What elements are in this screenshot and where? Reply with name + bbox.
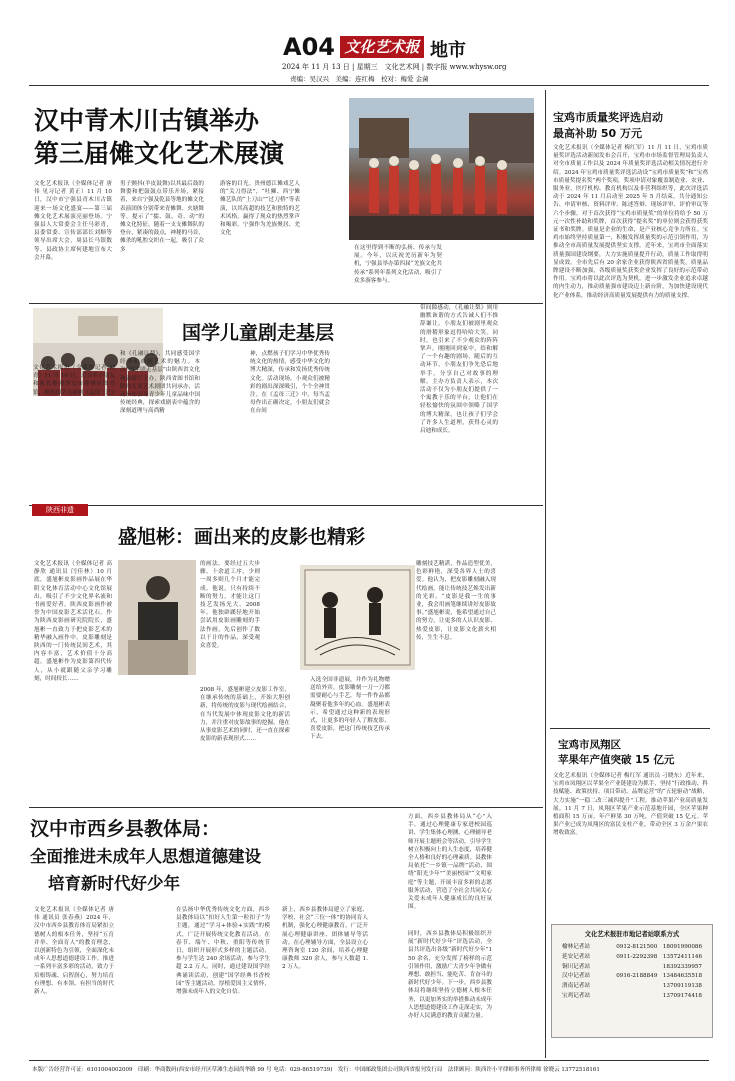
nuo-col2: 男子颤抖(羊皮鼓舞)以其最后鼓的舞姿和把鼓鼓点带乐开场，紧接着，来自宁强及乾县等地的傩文化表演团体分别带来青傩舞、火塘舞等，提示了“擂、鼓、奇、动”的傩文化特征。随着一支支傩舞队的登台，紧凑的鼓点，神秘的马首，傩杀的吼腔交织在一起，吸引了众多	[120, 181, 204, 253]
nuo-col3: 游客的目光。贵州德江傩戏艺人的“关刀得法”，“吐狮、西宁傩傩艺队的“上刀山”“过刀桥”等表演，以其高超的技艺和独特的艺术风格，赢得了现众的热烈掌声和喝彩。宁强作为羌族聚居、羌文化	[220, 181, 300, 237]
contact-list	[562, 943, 702, 1002]
fengxiang-title-line1: 宝鸡市凤翔区	[558, 739, 621, 751]
contact-box	[551, 924, 713, 1038]
nuo-body	[34, 180, 544, 300]
contact-station-name: 延安记者站	[562, 953, 590, 960]
nuo-title-line2: 第三届傩文化艺术展演	[34, 139, 285, 168]
masthead-divider	[29, 85, 709, 86]
xixiang-col2: 在弘扬中华优秀传统文化方面，西乡县教体局以“扣好人生第一粒扣子”为主题，通过“学习+体验+实践”的模式，广泛开展传统文化教育活动。在春节、端午、中秋、重阳等传统节日，组织开展形式多样的主题活动，参与学生达 240 余场活动，参与学生超 2.2 万人。同时，通过建设国学经典诵读活动，创建“国学经典书香校园”等主题活动，厚植爱国主义情怀，增强未成年人的文化自信。	[176, 907, 270, 996]
editors-line: 责编：吴汉兴 美编：连红梅 校对：梅爱 金菌	[290, 75, 429, 83]
nuo-title-line1: 汉中青木川古镇举办	[34, 106, 260, 135]
artist-figure	[118, 560, 196, 675]
contact-row	[562, 943, 702, 953]
xixiang-title-line2: 全面推进未成年人思想道德建设	[30, 847, 261, 866]
dateline: 2024 年 11 月 13 日 | 星期三 文化艺术网 | 数字报 www.whysw.org	[282, 63, 507, 71]
shengxubin-col4: 入选全国非遗展，并作为礼物赠送给外宾。皮影雕刻一刀一刀都需要耐心与手艺，每一件作品都凝聚着他多年的心血。盛旭彬表示，希望通过这种新的表现形式，让更多的年轻人了解皮影、喜爱皮影，把这门传统技艺传承下去。	[310, 677, 390, 741]
xixiang-title-line1: 汉中市西乡县教体局：	[30, 818, 221, 840]
shengxubin-col1: 文化艺术报讯（全媒体记者 高静欣 通讯员 闫佳林）10 月底，盛旭彬皮影画作品展在华阴文化体育活动中心文化馆展出，吸引了不少文化界名流和书画爱好者。陕西皮影画作被誉为中国皮影艺术活化石。作为陕西皮影画研究院院长，盛旭彬一直致力于把皮影艺术的精华融入画作中。皮影雕刻是陕西的一门传统民间艺术，其内容丰富，艺术价值十分高超。盛旭彬作为皮影第四代传人，从小就跟随父亲学习雕刻，时间较长……	[34, 561, 112, 682]
baoji-quality-title-line2: 最高补助 50 万元	[553, 127, 642, 140]
guoxue-col1: 文化艺术报讯（全媒体记者 刘青）11 月 10 日，近百名小朋友和家长参观西安市群林区图书馆，观看国学儿童剧《孟母三迁》	[33, 365, 117, 396]
xixiang-col5: 同时，西乡县教体局积极组织开展“新时代好少年”评选活动，全县共评选出各级“新时代好少年”150 余名，充分发挥了榜样的示范引领作用，激励广大青少年争做有理想、敢担当、能吃苦、肯奋斗的新时代好少年。下一步，西乡县教体局将继续坚持立德树人根本任务，以更加务实的举措推动未成年人思想道德建设工作走深走实，为办好人民满意的教育贡献力量。	[408, 931, 492, 1020]
footer-imprint: 本版广告经营许可证：6101004002009 印刷：华商数码(西安市经开区草滩生态园尚华路 99 号 电话：029-86519739) 发行：中国邮政集团公司陕西省报刊发行局 法律顾问：陕西许小平律师事务所律师 徐晓云 13772518161	[32, 1067, 600, 1073]
contact-station-name: 宝鸡记者站	[562, 992, 590, 999]
contact-row	[562, 982, 702, 992]
masthead	[0, 0, 735, 90]
shadow-puppet-photo	[118, 560, 196, 675]
baoji-quality-title-line1: 宝鸡市质量奖评选启动	[553, 111, 663, 124]
guoxue-col2: 和《孔融让梨》，共同感受国学经典和戏剧艺术的魅力。本次“国学剧走基层”由陕西省文化和旅游厅主办，陕西省图书馆和陕西儿童艺术剧团共同承办，活动旨在引导青少年儿童品味中国传统经典，探索戏剧表中蕴含的深刻道理与高尚精	[120, 351, 200, 415]
contact-station-name: 榆林记者站	[562, 944, 590, 950]
guoxue-title: 国学儿童剧走基层	[182, 322, 335, 344]
contact-phone: 13709119138	[662, 983, 702, 990]
xixiang-col1: 文化艺术报讯（全媒体记者 唐伟 通讯员 张春燕）2024 年，汉中市西乡县教育体育局紧扣立德树人的根本任务，坚持“五育并举、全面育人”的教育理念，以创新特色为引领，全面深化未成年人思想道德建设工作，推进一系列丰富多彩的活动，致力于培根铸魂、启智润心，努力培育有理想、有本领、有担当的时代新人。	[34, 907, 114, 996]
heritage-tag	[32, 504, 88, 516]
shengxubin-col3: 2008 年，盛旭彬建立皮影工作室，在继承传统的基础上，开始大胆创新，将传统的皮影与现代绘画结合，在当代发展中体现皮影文化的新活力，并注重对皮影故事的挖掘。他在从事皮影艺术的同时，还一直在探索皮影的新表现形式……	[200, 687, 290, 743]
guoxue-col3: 神，点燃孩子们学习中华优秀传统文化的热情，感受中华文化的博大精深，传承和发扬优秀传统文化。活动现场，小观众们被精彩的剧出深深吸引，个个全神贯注。在《孟母三迁》中，每当孟母作出正确决定，小朋友们就会在台间	[250, 351, 330, 415]
contact-phone: 0911-2292398 13572411146	[616, 953, 702, 960]
baoji-quality-title	[553, 110, 713, 142]
contact-phone: 18392339957	[662, 963, 702, 970]
xixiang-title-line3: 培育新时代好少年	[48, 874, 180, 893]
shengxubin-col2: 的画法。要经过五大步骤、十余道工序，少则一周多则几个月才能完成。他说，只有持续不断的努力，才能让这门技艺发扬光大。2008 年，他独辟蹊径地开始尝试用皮影画雕刻的手法作画，先后创作了数以千计的作品，深受观众喜爱。	[200, 561, 260, 650]
divider-3	[29, 807, 543, 808]
contact-station-name: 渭南记者站	[562, 983, 590, 990]
paper-name-logo: 文化艺术报	[340, 36, 424, 58]
section-name: 地市	[430, 40, 466, 61]
fengxiang-title-line2: 苹果年产值突破 15 亿元	[558, 754, 675, 766]
xixiang-title	[30, 816, 300, 897]
shengxubin-title: 盛旭彬：画出来的皮影也精彩	[118, 526, 366, 548]
baoji-quality-body: 文化艺术报讯（全媒体记者 梅红军）11 月 11 日，宝鸡市质量奖评选活动新闻发布会召开，宝鸡市市场监督管理局负责人对全市质量工作以及 2024 年质量奖评选活动相关情况进行介绍。2024 年宝鸡市质量奖评选活动设“宝鸡市质量奖”和“宝鸡市质量奖提名奖”两个奖项，奖项申请对象覆盖制造业、农业、服务业、医疗机构、教育机构以及非营利组织等，此次评选活动于 2024 年 11 月启动至 2025 年 5 月结束，共分通知公告、申请审核、资料评审、陈述答辩、现场评审、评价审议等六个步骤。对于首次获得“宝鸡市质量奖”的单位将给予 50 万元一次性补助和奖牌，首次获得“提名奖”的单位则会获得获奖证书和奖牌。质量是企业的生命，是产业核心竞争力所在。宝鸡市始终坚持质量第一，积极发挥质量奖的示范引领作用，为推动全市高质量发展提供坚实支撑。近年来，宝鸡市全面落实质量强国建设纲要，大力实施质量提升行动，质量工作取得明显成效。全市先后有 20 余家企业获得陕西省质量奖，质量品牌建设不断加强，各级质量奖获奖企业发挥了良好的示范带动作用。宝鸡市将以此次评选为契机，进一步激发企业追求卓越的内生动力，推动质量强市建设迈上新台阶，为加快建设现代化产业体系，推动经济高质量发展提供有力的质量支撑。	[553, 145, 708, 299]
shadow-puppet-artwork	[300, 565, 415, 670]
contact-row	[562, 992, 702, 1002]
nuo-title	[34, 104, 344, 170]
page-code: A04	[283, 33, 335, 61]
contact-station-name: 汉中记者站	[562, 973, 590, 980]
contact-box-title: 文化艺术报驻市地记者站联系方式	[584, 931, 680, 938]
fengxiang-title	[558, 738, 718, 768]
divider-right-1	[550, 728, 710, 729]
heritage-tag-label: 陕西非遗	[46, 506, 74, 514]
nuo-col1: 文化艺术报讯（全媒体记者 唐伟 见习记者 黄正）11 月 10 日，汉中市宁强县青木川古镇迎来一场文化盛宴——第三届傩文化艺术展演亮丽登场。宁强县人大常委会主任马彩青，县委常委、宣传部部长刘顺等领导出席大会，周县长马银数等、县政协主席何建地宣布大会开幕。	[34, 181, 112, 261]
divider-2	[29, 505, 543, 506]
nuo-col4: 在这里得到不断的弘扬、传承与发展。今年，以庆祝羌历新年为契机，宁强县举办第四届“羌族文化共传承”系列年系列文化活动，吸引了众多游客参与。	[354, 245, 442, 284]
xixiang-col4: 方面，西乡县教体局从“心”入手，通过心理健康专家进校园巡讲、学生集体心理测、心理辅导老师开展主题班会等活动，引导学生树立积极向上的人生态度，培养健全人格和良好的心理素质。县教体局依托“一乡镇一品牌”活动，围绕“阳光少年”“美丽校园”“文明家庭”等主题，开展丰富多彩的志愿服务活动，营造了全社会共同关心关爱未成年人健康成长的良好氛围。	[408, 814, 492, 911]
footer-divider	[29, 1060, 709, 1061]
xixiang-col3: 新上，西乡县教体局建立了家庭、学校、社会“三位一体”的协同育人机制，强化心理健康教育，广泛开展心理健康讲座、团体辅导等活动。在心理辅导方面，全县设立心理咨询室 120 余间，培养心理健康教师 320 余人，参与人数超 1.2 万人。	[282, 907, 368, 971]
right-column-divider	[545, 90, 546, 1058]
fengxiang-body: 文化艺术报讯（全媒体记者 梅红军 通讯员 刁晓东）近年来，宝鸡市凤翔区以苹果全产业链建设为抓手，坚持“行政推动、科技赋能、政策扶持、项目带动、品牌运营”的“五轮驱动”战略，大力实施“一稳二改三减四提升”工程，推动苹果产业高质量发展。11 月 7 日，凤翔区苹果产业示范基地开园，全区苹果种植面积 15 万亩，年产鲜果 30 万吨，产值突破 15 亿元。苹果产业已成为凤翔区的富民支柱产业，带动全区 3 万余户果农增收致富。	[553, 773, 708, 837]
contact-phone: 13709174418	[662, 992, 702, 999]
puppet-art-drawing	[300, 565, 415, 670]
contact-station-name: 铜川记者站	[562, 963, 590, 970]
shengxubin-col5: 雕刻技艺精湛，作品造型优美，色彩鲜艳，深受各界人士的喜爱。他认为，把皮影雕刻融入现代绘画，能让传统技艺焕发出新的光彩。“皮影是我一生的事业，我会用画笔继续讲好皮影故事。”盛旭彬说，他希望通过自己的努力，让更多的人认识皮影、热爱皮影，让皮影文化薪火相传，生生不息。	[416, 561, 496, 641]
contact-row	[562, 963, 702, 973]
contact-phone: 0912-8121500 18091990086	[616, 944, 702, 950]
contact-row	[562, 953, 702, 963]
guoxue-col4: 带间隙感动，《孔融让梨》则用幽默诙谐的方式告诫人们不推辞谦让。小朋友们被剧里观众的滑稽形象逗得哈哈大笑。同时，也引来了不少观众的阵阵掌声。刚刚回到家中，给和解了一个有趣的剧场，随后的互动环节，小朋友们争先恐后地举手，分享自己对故事的理解。主办方负责人表示，本次活动不仅为小朋友们提供了一个寓教于乐的平台，让他们在轻松愉快的氛围中领略了国学的博大精深，也让孩子们学会了许多人生道理，获得心灵的启迪和成长。	[420, 305, 498, 435]
contact-row	[562, 972, 702, 982]
contact-phone: 0916-2188849 13484635518	[616, 973, 702, 980]
